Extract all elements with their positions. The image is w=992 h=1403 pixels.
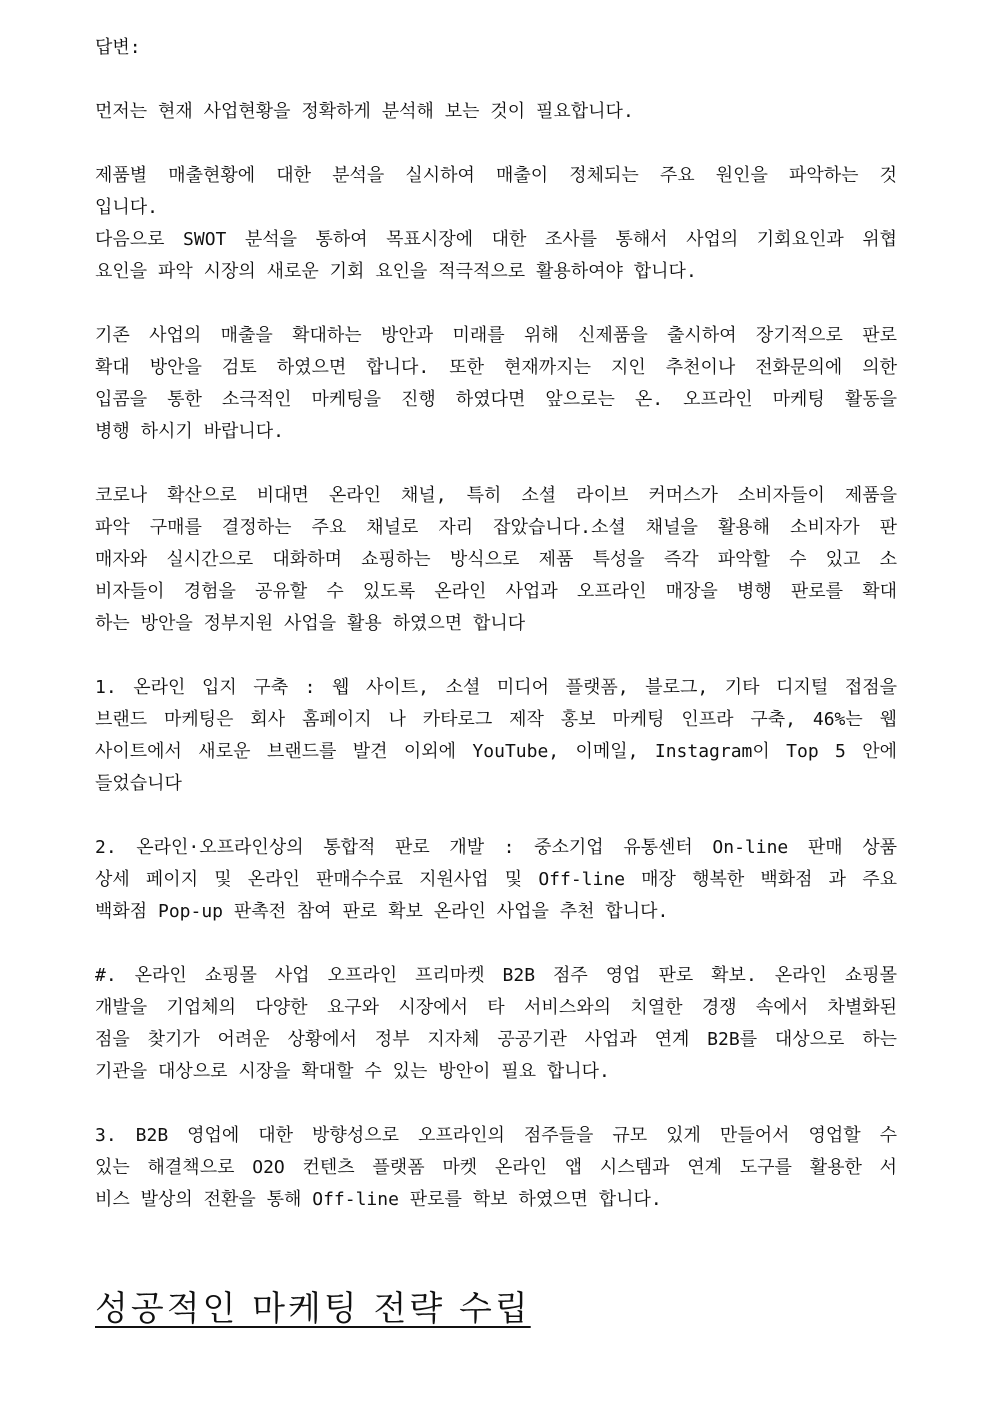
paragraph-line: 브랜드 마케팅은 회사 홈페이지 나 카타로그 제작 홍보 마케팅 인프라 구축, 46%는 웹: [95, 709, 897, 730]
paragraph-line: 제품별 매출현황에 대한 분석을 실시하여 매출이 정체되는 주요 원인을 파악하는 것: [95, 165, 897, 186]
paragraph-line: 3. B2B 영업에 대한 방향성으로 오프라인의 점주들을 규모 있게 만들어서 영업할 수: [95, 1125, 897, 1146]
paragraph-line: 점을 찾기가 어려운 상황에서 정부 지자체 공공기관 사업과 연계 B2B를 대상으로 하는: [95, 1029, 897, 1050]
paragraph-line: 코로나 확산으로 비대면 온라인 채널, 특히 소셜 라이브 커머스가 소비자들이 제품을: [95, 485, 897, 506]
paragraph-line: 상세 페이지 및 온라인 판매수수료 지원사업 및 Off-line 매장 행복한 백화점 과 주요: [95, 869, 897, 890]
paragraph-current-status: [95, 96, 897, 128]
paragraph-gap: [95, 128, 897, 160]
paragraph-line: 파악 구매를 결정하는 주요 채널로 자리 잡았습니다.소셜 채널을 활용해 소비자가 판: [95, 517, 897, 538]
paragraph-gap: [95, 928, 897, 960]
paragraph-line: 먼저는 현재 사업현황을 정확하게 분석해 보는 것이 필요합니다.: [95, 101, 634, 122]
section-heading-container: [95, 1285, 531, 1333]
paragraph-line: 입콤을 통한 소극적인 마케팅을 진행 하였다면 앞으로는 온. 오프라인 마케팅 활동을: [95, 389, 897, 410]
paragraph-gap: [95, 64, 897, 96]
paragraph-online-channels: [95, 480, 897, 640]
paragraph-line: 기관을 대상으로 시장을 확대할 수 있는 방안이 필요 합니다.: [95, 1061, 610, 1082]
paragraph-line: 2. 온라인·오프라인상의 통합적 판로 개발 : 중소기업 유통센터 On-line 판매 상품: [95, 837, 897, 858]
paragraph-line: 확대 방안을 검토 하였으면 합니다. 또한 현재까지는 지인 추천이나 전화문의에 의한: [95, 357, 897, 378]
section-heading: 성공적인 마케팅 전략 수립: [95, 1289, 531, 1329]
answer-label: 답변:: [95, 37, 141, 58]
paragraph-line: 기존 사업의 매출을 확대하는 방안과 미래를 위해 신제품을 출시하여 장기적으로 판로: [95, 325, 897, 346]
paragraph-expansion: [95, 320, 897, 448]
paragraph-gap: [95, 448, 897, 480]
paragraph-line: 요인을 파악 시장의 새로운 기회 요인을 적극적으로 활용하여야 합니다.: [95, 261, 697, 282]
paragraph-line: 입니다.: [95, 197, 159, 218]
paragraph-sales-analysis: [95, 160, 897, 288]
list-item-shopping-mall: [95, 960, 897, 1088]
paragraph-line: 1. 온라인 입지 구축 : 웹 사이트, 소셜 미디어 플랫폼, 블로그, 기타 디지털 접점을: [95, 677, 897, 698]
list-item-b2b-sales: [95, 1120, 897, 1216]
paragraph-line: 하는 방안을 정부지원 사업을 활용 하였으면 합니다: [95, 613, 526, 634]
paragraph-gap: [95, 288, 897, 320]
paragraph-line: 병행 하시기 바랍니다.: [95, 421, 285, 442]
paragraph-line: 사이트에서 새로운 브랜드를 발견 이외에 YouTube, 이메일, Instagram이 Top 5 안에: [95, 741, 897, 762]
paragraph-gap: [95, 1088, 897, 1120]
paragraph-line: 있는 해결책으로 O2O 컨텐츠 플랫폼 마켓 온라인 앱 시스템과 연계 도구를 활용한 서: [95, 1157, 897, 1178]
list-item-integrated-channels: [95, 832, 897, 928]
paragraph-gap: [95, 800, 897, 832]
paragraph-line: 개발을 기업체의 다양한 요구와 시장에서 타 서비스와의 치열한 경쟁 속에서 차별화된: [95, 997, 897, 1018]
paragraph-line: 매자와 실시간으로 대화하며 쇼핑하는 방식으로 제품 특성을 즉각 파악할 수 있고 소: [95, 549, 897, 570]
paragraph-line: 들었습니다: [95, 773, 182, 794]
list-item-online-presence: [95, 672, 897, 800]
document-body: [95, 32, 897, 1216]
paragraph-line: 비자들이 경험을 공유할 수 있도록 온라인 사업과 오프라인 매장을 병행 판로를 확대: [95, 581, 897, 602]
paragraph-line: 백화점 Pop-up 판촉전 참여 판로 확보 온라인 사업을 추천 합니다.: [95, 901, 669, 922]
paragraph-line: 비스 발상의 전환을 통해 Off-line 판로를 학보 하였으면 합니다.: [95, 1189, 662, 1210]
paragraph-line: 다음으로 SWOT 분석을 통하여 목표시장에 대한 조사를 통해서 사업의 기회요인과 위협: [95, 229, 897, 250]
paragraph-gap: [95, 640, 897, 672]
paragraph-line: #. 온라인 쇼핑몰 사업 오프라인 프리마켓 B2B 점주 영업 판로 확보. 온라인 쇼핑몰: [95, 965, 897, 986]
